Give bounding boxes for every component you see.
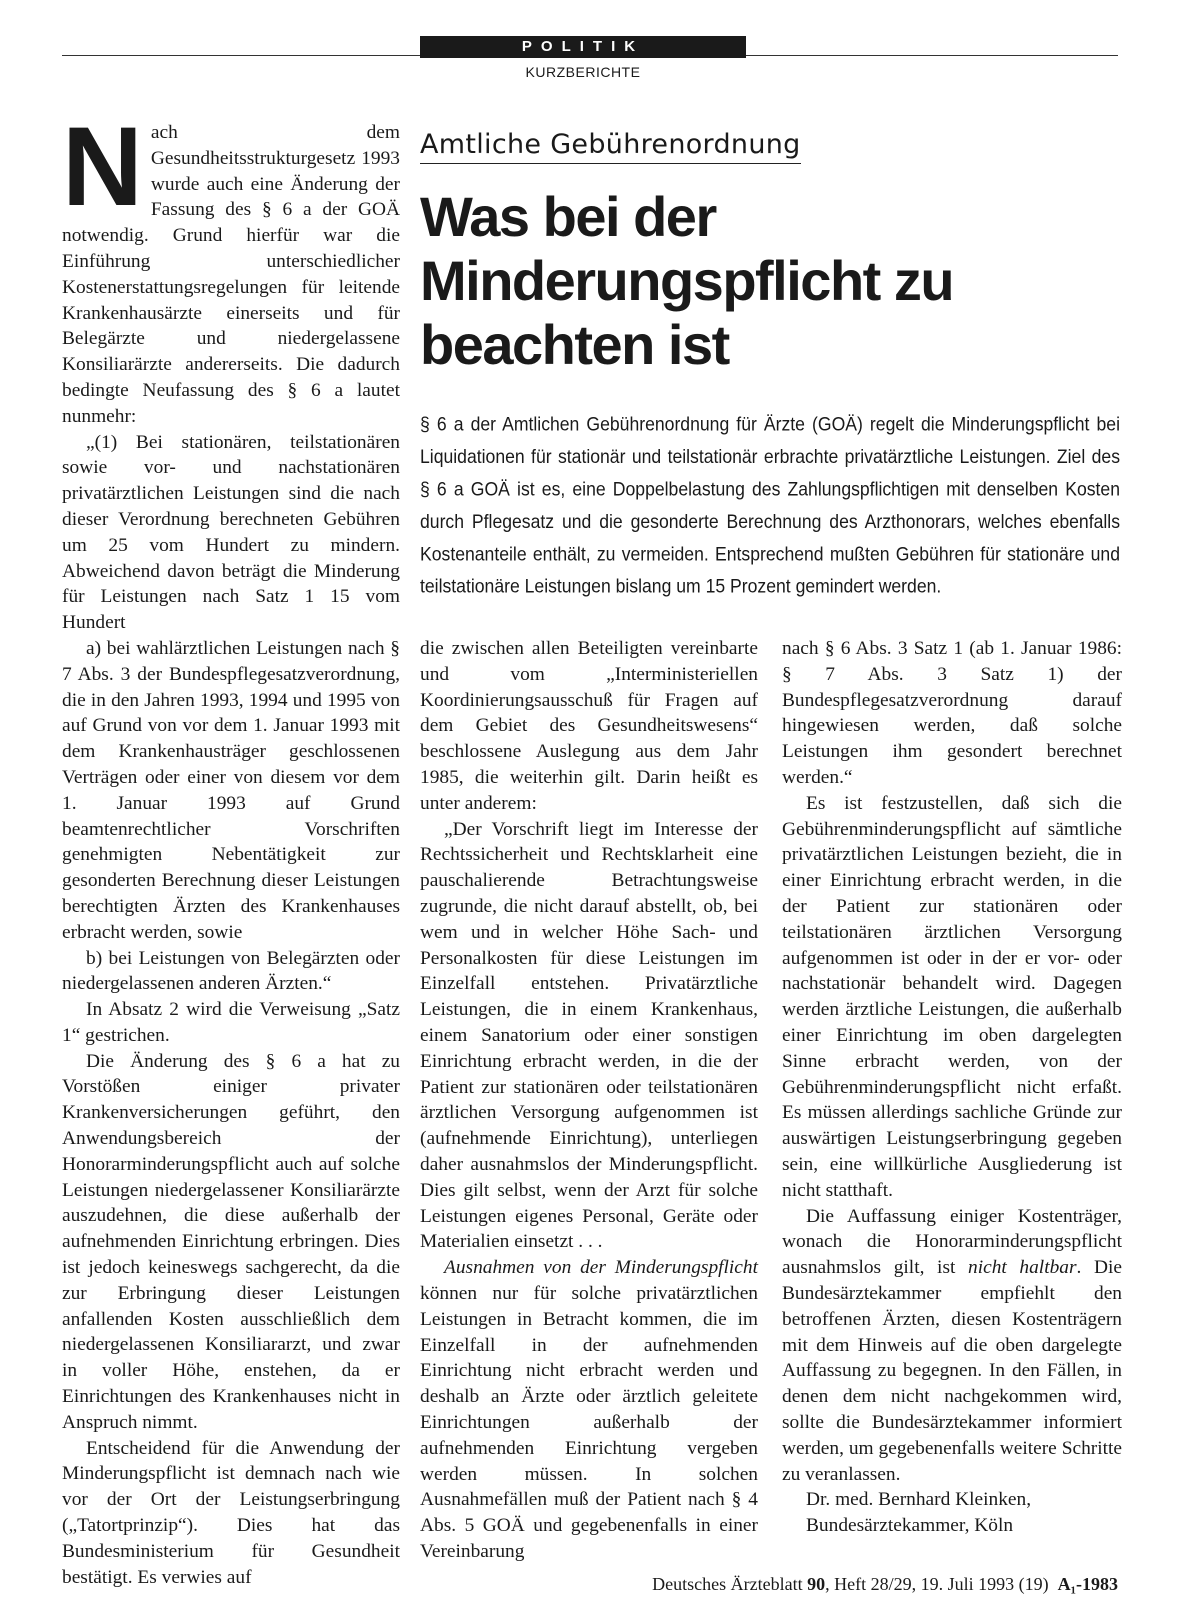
column-3 — [782, 636, 1122, 1539]
paragraph-aenderung: Die Änderung des § 6 a hat zu Vorstößen einiger privater Krankenversicherungen geführt, den Anwendungsbereich der Honorarminderungspflicht auch auf solche Leistungen niedergelassener Konsiliarärzte auszudehnen, die diese außerhalb der aufnehmenden Einrichtung erbringen. Dies ist jedoch keineswegs sachgerecht, da die zur Erbringung dieser Leistungen anfallenden Kosten ausschließlich dem niedergelassenen Konsiliararzt, und zwar in voller Höhe, enstehen, da er Einrichtungen des Krankenhauses nicht in Anspruch nimmt. — [62, 1050, 400, 1433]
ausnahmen-text: können nur für solche privatärztlichen Leistungen in Betracht kommen, die im Einzelfall in der aufnehmenden Einrichtung nicht erbracht werden und deshalb an Ärzte oder ärztlich geleitete Einrichtungen außerhalb der aufnehmenden Einrichtung vergeben werden müssen. In solchen Ausnahmefällen muß der Patient nach § 4 Abs. 5 GOÄ und gegebenenfalls in einer Vereinbarung — [420, 1282, 758, 1562]
journal-name: Deutsches Ärzteblatt — [652, 1574, 803, 1594]
auffassung-text-a: Die Auffassung einiger Kostenträger, wonach die Honorarminderungspflicht ausnahmslos gilt, ist — [782, 1205, 1122, 1279]
auffassung-text-b: . Die Bundesärztekammer empfiehlt den betroffenen Ärzten, diesen Kostenträgern mit dem Hinweis auf die oben dargelegte Auffassung zu begegnen. In den Fällen, in denen dem nicht nachgekommen wird, sollte die Bundesärztekammer informiert werden, um gegebenenfalls weitere Schritte zu veranlassen. — [782, 1257, 1122, 1485]
drop-cap: N — [62, 104, 143, 229]
journal-volume: 90 — [807, 1574, 826, 1594]
paragraph-ausnahmen — [420, 1255, 758, 1565]
paragraph-vereinbart: die zwischen allen Beteiligten vereinbarte und vom „Interministeriellen Koordinierungsausschuß für Fragen auf dem Gebiet des Gesundheitswesens“ beschlossene Auslegung aus dem Jahr 1985, die weiterhin gilt. Darin heißt es unter anderem: — [420, 638, 758, 814]
auffassung-emphasis: nicht haltbar — [968, 1257, 1077, 1279]
article-headline: Was bei der Minderungspflicht zu beachten ist — [420, 185, 954, 376]
issue-info: , Heft 28/29, 19. Juli 1993 (19) — [825, 1574, 1049, 1594]
author-name: Dr. med. Bernhard Kleinken, — [806, 1489, 1032, 1511]
column-1 — [62, 104, 400, 1590]
page-footer — [652, 1574, 1118, 1595]
article-lead: § 6 a der Amtlichen Gebührenordnung für Ärzte (GOÄ) regelt die Minderungspflicht bei Liquidationen für stationär und teilstationär erbrachte privatärztliche Leistungen. Ziel des § 6 a GOÄ ist es, eine Doppelbelastung des Zahlungspflichtigen mit denselben Kosten durch Pflegesatz und die gesonderte Berechnung des Arzthonorars, welches ebenfalls Kostenanteile enthält, zu vermeiden. Entsprechend mußten Gebühren für stationäre und teilstationäre Leistungen bislang um 15 Prozent gemindert werden. — [420, 413, 1120, 597]
ausnahmen-emphasis: Ausnahmen von der Minderungspflicht — [444, 1257, 758, 1279]
paragraph-quote-b: b) bei Leistungen von Belegärzten oder niedergelassenen anderen Ärzten.“ — [62, 947, 400, 995]
intro-text: ach dem Gesundheitsstrukturgesetz 1993 wurde auch eine Änderung der Fassung des § 6 a der GOÄ notwendig. Grund hierfür war die Einführung unterschiedlicher Kostenerstattungsregelungen für leitende Krankenhausärzte einerseits und für Belegärzte und niedergelassene Konsiliarärzte andererseits. Die dadurch bedingte Neufassung des § 6 a lautet nunmehr: — [62, 122, 400, 427]
paragraph-satz: nach § 6 Abs. 3 Satz 1 (ab 1. Januar 1986: § 7 Abs. 3 Satz 1) der Bundespflegesatzverordnung darauf hingewiesen werden, daß solche Leistungen ihm gesondert berechnet werden.“ — [782, 638, 1122, 788]
paragraph-auffassung — [782, 1204, 1122, 1488]
paragraph-vorschrift: „Der Vorschrift liegt im Interesse der Rechtssicherheit und Rechtsklarheit eine pauschalierende Betrachtungsweise zugrunde, die nicht darauf abstellt, ob, bei wem und in welcher Höhe Sach- und Personalkosten für diese Leistungen im Einzelfall entstehen. Privatärztliche Leistungen, die in einem Krankenhaus, einem Sanatorium oder einer sonstigen Einrichtung erbracht werden, in die der Patient zur stationären oder teilstationären ärztlichen Versorgung aufgenommen ist (aufnehmende Einrichtung), unterliegen daher ausnahmslos der Minderungspflicht. Dies gilt selbst, wenn der Arzt für solche Leistungen eigenes Personal, Geräte oder Materialien einsetzt . . . — [420, 818, 758, 1253]
paragraph-quote-1: „(1) Bei stationären, teilstationären sowie vor- und nachstationären privatärztlichen Leistungen sind die nach dieser Verordnung berechneten Gebühren um 25 vom Hundert zu mindern. Abweichend davon beträgt die Minderung für Leistungen nach Satz 1 15 vom Hundert — [62, 431, 400, 634]
paragraph-entscheidend: Entscheidend für die Anwendung der Minderungspflicht ist demnach nach wie vor der Ort der Leistungserbringung („Tatortprinzip“). Dies hat das Bundesministerium für Gesundheit bestätigt. Es verwies auf — [62, 1437, 400, 1588]
article-kicker: Amtliche Gebührenordnung — [420, 128, 801, 164]
paragraph-festzustellen: Es ist festzustellen, daß sich die Gebührenminderungspflicht auf sämtliche privatärztlichen Leistungen bezieht, die in einer Einrichtung erbracht werden, in die der Patient zur stationären oder teilstationären ärztlichen Versorgung aufgenommen ist oder in der er vor- oder nachstationär behandelt wird. Dagegen werden ärztliche Leistungen, die außerhalb einer Einrichtung im oben dargelegten Sinne erbracht werden, von der Gebührenminderungspflicht nicht erfaßt. Es müssen allerdings sachliche Gründe zur auswärtigen Leistungserbringung gegeben sein, eine willkürliche Ausgliederung ist nicht statthaft. — [782, 792, 1122, 1201]
section-label: POLITIK — [420, 36, 746, 58]
paragraph-absatz: In Absatz 2 wird die Verweisung „Satz 1“ gestrichen. — [62, 999, 400, 1046]
column-2 — [420, 636, 758, 1565]
page-number: A₁-1983 — [1057, 1574, 1118, 1594]
subsection-label: KURZBERICHTE — [525, 64, 641, 80]
paragraph-intro — [62, 104, 400, 430]
paragraph-quote-a: a) bei wahlärztlichen Leistungen nach § 7 Abs. 3 der Bundespflegesatzverordnung, die in den Jahren 1993, 1994 und 1995 von auf Grund von vor dem 1. Januar 1993 mit dem Krankenhausträger geschlossenen Verträgen oder einer von diesem vor dem 1. Januar 1993 auf Grund beamtenrechtlicher Vorschriften genehmigten Nebentätigkeit zur gesonderten Berechnung dieser Leistungen berechtigten Ärzten des Krankenhauses erbracht werden, sowie — [62, 637, 400, 943]
author-affiliation: Bundesärztekammer, Köln — [806, 1515, 1014, 1537]
